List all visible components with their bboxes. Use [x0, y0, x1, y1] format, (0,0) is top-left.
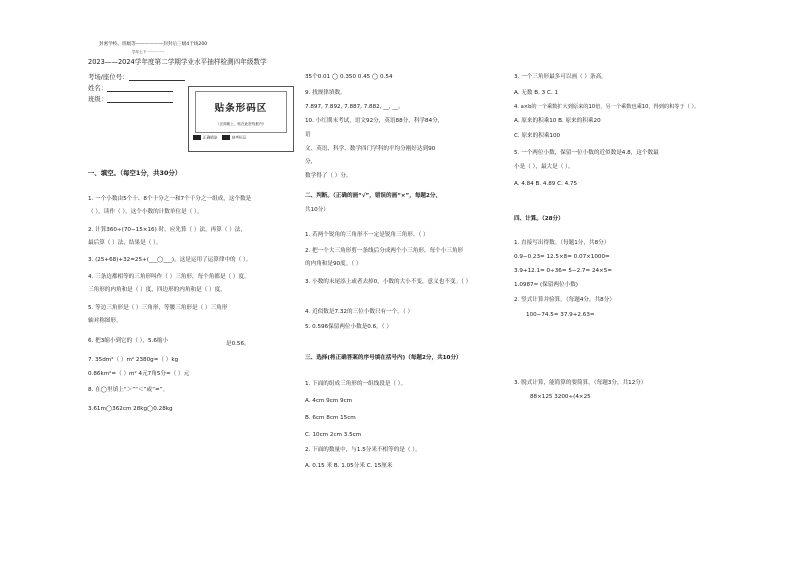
c3-line: 0.9−0.23= 12.5×8= 0.07×1000= — [514, 254, 610, 260]
class-label: 班级： — [88, 95, 108, 103]
c1-line: 3. (25+68)+32=25+(___◯___)，这是运用了运算律中的（ ）。 — [88, 257, 252, 263]
barcode-note: （正面朝上，贴在此虚线框内） — [215, 122, 267, 126]
c1-line: 0.86km²=（ ）m² 4元7角5分=（ ）元 — [88, 371, 190, 377]
c2-line: 数学得了（ ）分。 — [305, 173, 352, 179]
c1-line: 1. 一个小数由5个十、8个十分之一和7个千分之一组成，这个数是 — [88, 196, 252, 202]
section-1-heading: 一、填空。（每空1分，共30分） — [88, 169, 182, 177]
barcode-area — [188, 86, 294, 152]
barcode-dashed-box — [195, 91, 287, 133]
c3-line: A. 无数 B. 3 C. 1 — [514, 90, 559, 96]
c2-line: 2. 把一个大三角形剪一条线后分成两个小三角形，每个小三角形 — [305, 248, 464, 254]
mark-correct-label: 正确填涂 — [203, 135, 218, 140]
c1-line: 6. 把3缩小到它的（ ），5.6缩小 — [88, 338, 169, 344]
c1-line: 5. 等边三角形是（ ）三角形，等腰三角形是（ ）三角形 — [88, 305, 228, 311]
c2-line: A. 4cm 9cm 9cm — [305, 398, 353, 404]
exam-no-field — [88, 73, 185, 81]
c3-line: 4. a×b的一个乘数扩大到原来的10倍，另一个乘数也乘10，得到的积等于（ ）。 — [514, 104, 700, 110]
c2-line: 9. 找规律填数。 — [305, 90, 346, 96]
c1-line: 7. 35dm²（ ）m² 2380g=（ ）kg — [88, 357, 179, 363]
c1-line: 最后算（ ）法，结果是（ ）。 — [88, 240, 162, 246]
class-line[interactable] — [107, 96, 173, 103]
c3-line: 1. 直接写出得数。（每题1分，共8分） — [514, 240, 610, 246]
c1-line: 8. 在◯里填上“＞”“＜”或“=”。 — [88, 387, 169, 393]
section-4-heading: 四、计算。（28分） — [514, 216, 564, 222]
c2-line: B. 6cm 8cm 15cm — [305, 415, 356, 421]
c2-line: 5. 0.596保留两位小数是0.6。（ ） — [305, 324, 392, 330]
c1-line: 2. 计算360÷(70−15×16) 时，应先算（ ）法，再算（ ）法， — [88, 227, 246, 233]
c1-line: 是0.56。 — [226, 341, 250, 347]
c3-line: 3. 一个三角形最多可以画（ ）条高。 — [514, 74, 607, 80]
name-label: 姓名： — [88, 84, 108, 92]
c2-line: 3. 小数的末尾添上或者去掉0，小数的大小不变，意义也不变。（ ） — [305, 279, 472, 285]
c3-line: 2. 竖式计算并验算。（每题4分，共8分） — [514, 297, 615, 303]
barcode-marks — [193, 135, 289, 145]
c2-line: 7.897, 7.892, 7.887, 7.882, __, __。 — [305, 104, 404, 110]
top-note-1: 封密学校、班级等——————封封后三级4于线200 — [99, 42, 208, 47]
c3-line: 小是（ ），最大是（ ）。 — [514, 164, 574, 170]
fill-mark-icon — [193, 135, 201, 140]
section-2-heading: 二、判断。（正确的画“√”，错误的画“×”，每题2分， — [305, 193, 442, 199]
c2-line: 1. 下面的组成三角形的一组线段是（ ）。 — [305, 381, 407, 387]
c1-line: （ ），读作（ ），这个小数的计数单位是（ ）。 — [88, 209, 203, 215]
section-3-heading: 三、选择(将正确答案的序号填在括号内)（每题2分，共10分） — [305, 355, 462, 361]
c3-line: 5. 一个两位小数，保留一位小数的近似数是4.8，这个数最 — [514, 150, 659, 156]
c2-line: 分， — [305, 159, 317, 165]
c2-line: 文、英语、科学、数学四门学科的平均分刚好达到90 — [305, 146, 436, 152]
c2-line: 2. 下面的数量中，与1.5分米不相等的是（ ）。 — [305, 447, 421, 453]
c2-line: 10. 小红期末考试，语文92分，英语88分，科学84分， — [305, 118, 444, 124]
c3-line: 100−74.5= 37.9+2.63= — [526, 312, 595, 318]
c3-line: A. 4.84 B. 4.89 C. 4.75 — [514, 181, 578, 187]
name-field — [88, 84, 173, 92]
c2-line: 的内角和是90度。（ ） — [305, 261, 362, 267]
c3-line: C. 原来的积乘100 — [514, 133, 561, 139]
c3-line: A. 原来的积乘10 B. 原来的积乘20 — [514, 118, 601, 124]
c2-line: C. 10cm 2cm 3.5cm — [305, 432, 362, 438]
c1-line: 3.61m◯362cm 28kg◯0.28kg — [88, 406, 173, 412]
name-line[interactable] — [107, 85, 173, 92]
class-field — [88, 95, 173, 103]
c3-line: 88×125 3200÷(4×25 — [530, 394, 591, 400]
exam-no-line[interactable] — [129, 74, 185, 81]
barcode-title: 贴条形码区 — [214, 103, 268, 114]
c2-line: 35个0.01 ◯ 0.350 0.45 ◯ 0.54 — [305, 74, 393, 80]
c1-line: 轴对称图形。 — [88, 318, 122, 324]
c2-line: 4. 近似数是7.32的三位小数只有一个。（ ） — [305, 309, 414, 315]
c3-line: 3. 脱式计算，能简算的要简算。（每题3分，共12分） — [514, 380, 647, 386]
top-note-2: 学年上下一一一一一 — [132, 50, 165, 54]
c3-line: 3.9+12.1= 0÷36= 5−2.7= 24×5= — [514, 268, 612, 274]
c2-line: 共10分） — [305, 207, 329, 213]
c1-line: 4. 三条边都相等的三角形叫作（ ）三角形，每个角都是（ ）度。 — [88, 274, 250, 280]
c2-line: A. 0.15 米 B. 1.05分米 C. 15厘米 — [305, 463, 393, 469]
exam-no-label: 考场/座位号： — [88, 73, 129, 81]
c3-line: 1.0987≈ (保留两位小数) — [514, 282, 578, 288]
exam-title: 2023——2024学年度第二学期学业水平抽样检测四年级数学 — [88, 58, 267, 66]
absent-mark-icon — [222, 135, 230, 140]
c2-line: 语 — [305, 132, 311, 138]
mark-absent-label: 缺考标记 — [231, 135, 247, 140]
c1-line: 三角形的内角和是（ ）度，四边形的内角和是（ ）度。 — [88, 287, 226, 293]
c2-line: 1. 若两个锐角的三角形不一定是锐角三角形。（ ） — [305, 232, 429, 238]
